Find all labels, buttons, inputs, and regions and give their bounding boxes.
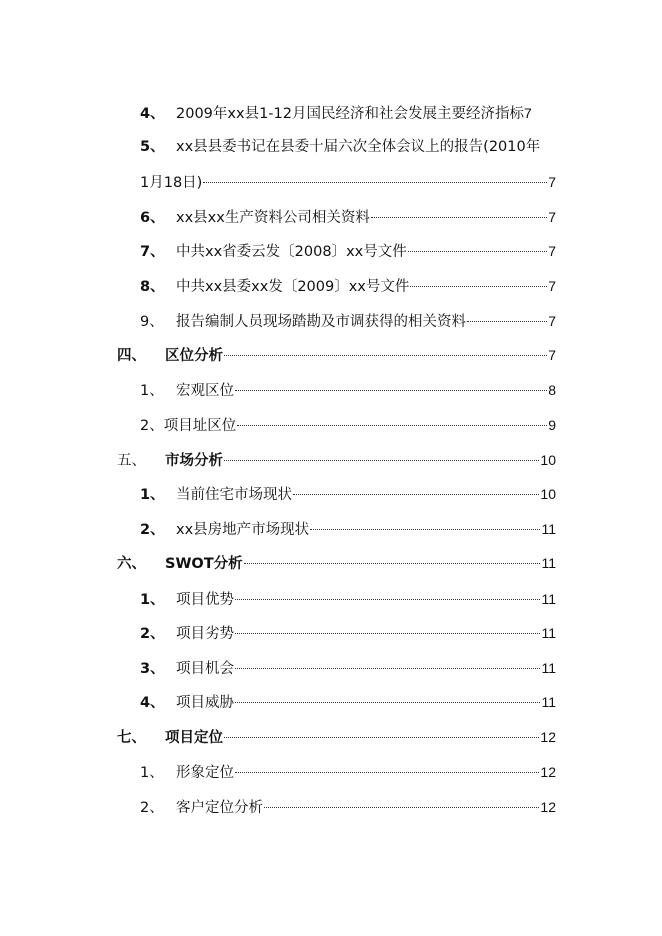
toc-section-title: 项目定位 [165, 730, 223, 746]
toc-entry-title: 项目威胁 [176, 695, 234, 711]
toc-entry-page: 8 [548, 382, 556, 398]
toc-entry-number: 4、 [140, 695, 165, 711]
toc-entry-number: 8、 [140, 279, 165, 295]
toc-entry-continuation[interactable] [140, 172, 556, 192]
toc-entry[interactable] [140, 276, 556, 296]
toc-entry[interactable] [140, 311, 556, 331]
toc-entry-title: 项目劣势 [176, 626, 234, 642]
toc-leader-dots [235, 701, 540, 703]
toc-leader-dots [237, 424, 547, 426]
toc-entry-number: 2、 [140, 522, 165, 538]
toc-entry-page: 7 [548, 243, 556, 259]
toc-leader-dots [235, 389, 547, 391]
toc-entry[interactable] [140, 103, 560, 123]
toc-section[interactable] [117, 553, 556, 573]
toc-entry-title: 宏观区位 [176, 383, 234, 399]
toc-entry-number: 1、 [140, 383, 164, 399]
toc-section[interactable] [117, 727, 556, 747]
toc-leader-dots [410, 285, 547, 287]
toc-entry-page: 11 [541, 521, 556, 537]
toc-entry-number: 1、 [140, 487, 165, 503]
toc-entry-page: 12 [540, 799, 556, 815]
toc-entry[interactable] [140, 623, 556, 643]
toc-entry-number: 2、 [140, 418, 164, 434]
toc-entry-number: 5、 [140, 139, 165, 155]
toc-entry-number: 3、 [140, 661, 165, 677]
toc-entry[interactable] [140, 380, 556, 400]
toc-entry[interactable] [140, 137, 564, 157]
toc-leader-dots [371, 216, 547, 218]
toc-entry[interactable] [140, 484, 556, 504]
toc-leader-dots [203, 181, 547, 183]
toc-entry-title: 当前住宅市场现状 [176, 487, 292, 503]
toc-leader-dots [235, 598, 540, 600]
toc-entry[interactable] [140, 519, 556, 539]
toc-entry-number: 1、 [140, 765, 164, 781]
toc-entry[interactable] [140, 415, 556, 435]
toc-leader-dots [235, 632, 540, 634]
toc-entry[interactable] [140, 797, 556, 817]
toc-entry-page: 11 [541, 591, 556, 607]
toc-section-number: 六、 [117, 556, 146, 572]
toc-leader-dots [310, 528, 540, 530]
toc-entry-title: 项目址区位 [163, 418, 237, 434]
toc-section-number: 五、 [117, 453, 146, 469]
toc-entry-title: 1月18日) [140, 175, 203, 191]
toc-entry-number: 1、 [140, 592, 165, 608]
toc-section-title: SWOT分析 [165, 556, 243, 572]
toc-entry-title: 中共xx省委云发〔2008〕xx号文件 [176, 244, 407, 260]
toc-entry-page: 7 [548, 278, 556, 294]
toc-section[interactable] [117, 345, 556, 365]
toc-entry-title: 报告编制人员现场踏勘及市调获得的相关资料 [176, 314, 466, 330]
toc-leader-dots [235, 667, 540, 669]
toc-section-page: 11 [541, 555, 556, 571]
toc-entry-title: xx县县委书记在县委十届六次全体会议上的报告(2010年 [176, 139, 541, 155]
toc-entry-page: 11 [541, 660, 556, 676]
toc-entry-title: 2009年xx县1-12月国民经济和社会发展主要经济指标 [176, 106, 524, 122]
toc-section-number: 四、 [117, 348, 146, 364]
toc-section-page: 12 [540, 729, 556, 745]
toc-section-title: 市场分析 [165, 453, 223, 469]
toc-section[interactable] [117, 450, 556, 470]
toc-leader-dots [293, 493, 539, 495]
toc-entry-title: 项目优势 [176, 592, 234, 608]
toc-entry[interactable] [140, 589, 556, 609]
toc-section-title: 区位分析 [165, 348, 223, 364]
toc-section-number: 七、 [117, 730, 146, 746]
toc-leader-dots [467, 320, 547, 322]
toc-entry-page: 10 [540, 486, 556, 502]
toc-leader-dots [235, 771, 539, 773]
toc-entry-page: 7 [548, 209, 556, 225]
toc-entry[interactable] [140, 207, 556, 227]
toc-leader-dots [224, 354, 547, 356]
toc-entry-title: xx县房地产市场现状 [176, 522, 310, 538]
toc-entry-page: 12 [540, 764, 556, 780]
toc-leader-dots [264, 806, 539, 808]
toc-entry-page: 7 [548, 313, 556, 329]
toc-entry[interactable] [140, 241, 556, 261]
toc-entry-page: 11 [541, 625, 556, 641]
toc-entry[interactable] [140, 658, 556, 678]
toc-entry-page: 11 [541, 694, 556, 710]
toc-entry-title: 中共xx县委xx发〔2009〕xx号文件 [176, 279, 410, 295]
toc-entry[interactable] [140, 762, 556, 782]
toc-entry-number: 2、 [140, 800, 164, 816]
toc-entry-number: 6、 [140, 210, 165, 226]
toc-section-page: 10 [540, 452, 556, 468]
toc-entry-number: 4、 [140, 106, 165, 122]
toc-entry-number: 9、 [140, 314, 164, 330]
toc-leader-dots [224, 736, 539, 738]
toc-entry-number: 7、 [140, 244, 165, 260]
toc-entry-page: 9 [548, 417, 556, 433]
toc-section-page: 7 [548, 347, 556, 363]
toc-leader-dots [224, 459, 539, 461]
toc-entry-title: 客户定位分析 [176, 800, 263, 816]
toc-entry[interactable] [140, 692, 556, 712]
toc-entry-title: xx县xx生产资料公司相关资料 [176, 210, 370, 226]
toc-entry-page: 7 [548, 174, 556, 190]
toc-leader-dots [244, 562, 541, 564]
toc-entry-title: 形象定位 [176, 765, 234, 781]
toc-entry-title: 项目机会 [176, 661, 234, 677]
toc-leader-dots [408, 250, 547, 252]
toc-entry-number: 2、 [140, 626, 165, 642]
toc-entry-page: 7 [523, 105, 532, 121]
